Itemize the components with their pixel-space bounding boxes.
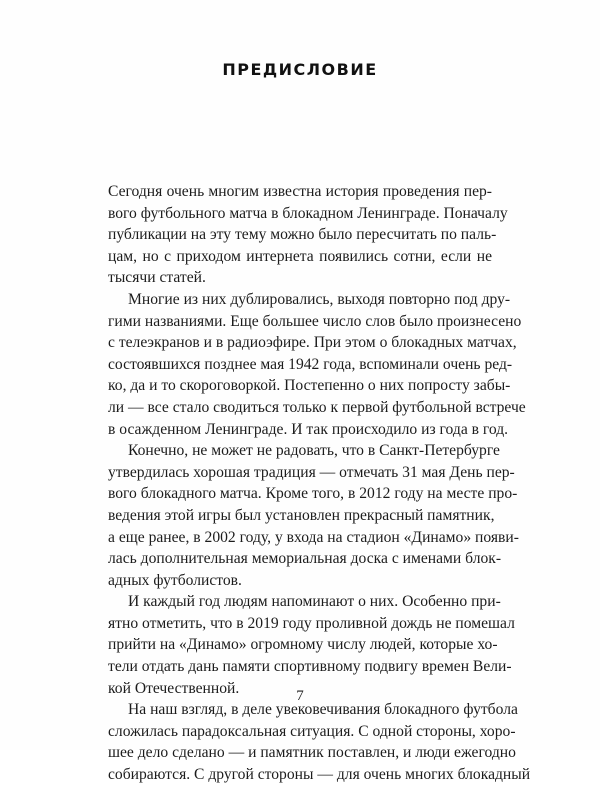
paragraph (108, 289, 526, 440)
text-line: в осажденном Ленинграде. И так происходило из года в год. (108, 420, 509, 438)
text-line: вого футбольного матча в блокадном Ленинграде. Поначалу (108, 204, 508, 222)
text-line: гими названиями. Еще большее число слов было произнесено (108, 312, 522, 330)
text-line: шее дело сделано — и памятник поставлен, и люди ежегодно (108, 744, 516, 762)
text-line: Конечно, не может не радовать, что в Санкт-Петербурге (128, 442, 500, 460)
text-line: публикации на эту тему можно было пересчитать по паль- (108, 226, 497, 244)
text-line: с телеэкранов и в радиоэфире. При этом о блокадных матчах, (108, 334, 517, 352)
text-line: кой Отечественной. (108, 679, 240, 697)
paragraph (108, 181, 508, 289)
text-line: собираются. С другой стороны — для очень многих блокадный (108, 766, 531, 784)
page-number: 7 (296, 688, 304, 704)
text-line: адных футболистов. (108, 571, 242, 589)
text-line: прийти на «Динамо» огромному числу людей, которые хо- (108, 636, 498, 654)
paragraph (108, 591, 515, 699)
text-line: тели отдать дань памяти спортивному подвигу времен Вели- (108, 658, 512, 676)
paragraph (108, 440, 519, 591)
text-line: ведения этой игры был установлен прекрасный памятник, (108, 506, 495, 524)
chapter-title: ПРЕДИСЛОВИЕ (222, 60, 378, 79)
text-line: тысячи статей. (108, 269, 206, 287)
text-line: вого блокадного матча. Кроме того, в 2012 году на месте про- (108, 485, 518, 503)
text-line: И каждый год людям напоминают о них. Особенно при- (128, 593, 501, 611)
text-line: состоявшихся позднее мая 1942 года, вспоминали очень ред- (108, 355, 513, 373)
text-line: сложилась парадоксальная ситуация. С одной стороны, хоро- (108, 722, 516, 740)
text-line: цам, но с приходом интернета появились сотни, если не (108, 247, 492, 265)
text-line: На наш взгляд, в деле увековечивания блокадного футбола (128, 701, 518, 719)
paragraph (108, 699, 531, 785)
text-line: а еще ранее, в 2002 году, у входа на стадион «Динамо» появи- (108, 528, 519, 546)
text-line: ли — все стало сводиться только к первой футбольной встрече (108, 398, 526, 416)
text-line: Многие из них дублировались, выходя повторно под дру- (128, 290, 511, 308)
text-line: Сегодня очень многим известна история проведения пер- (108, 183, 492, 200)
text-line: ятно отметить, что в 2019 году проливной дождь не помешал (108, 614, 515, 632)
text-line: ко, да и то скороговоркой. Постепенно о них попросту забы- (108, 377, 511, 395)
text-line: утвердилась хорошая традиция — отмечать 31 мая День пер- (108, 463, 515, 481)
text-line: лась дополнительная мемориальная доска с именами блок- (108, 550, 502, 568)
